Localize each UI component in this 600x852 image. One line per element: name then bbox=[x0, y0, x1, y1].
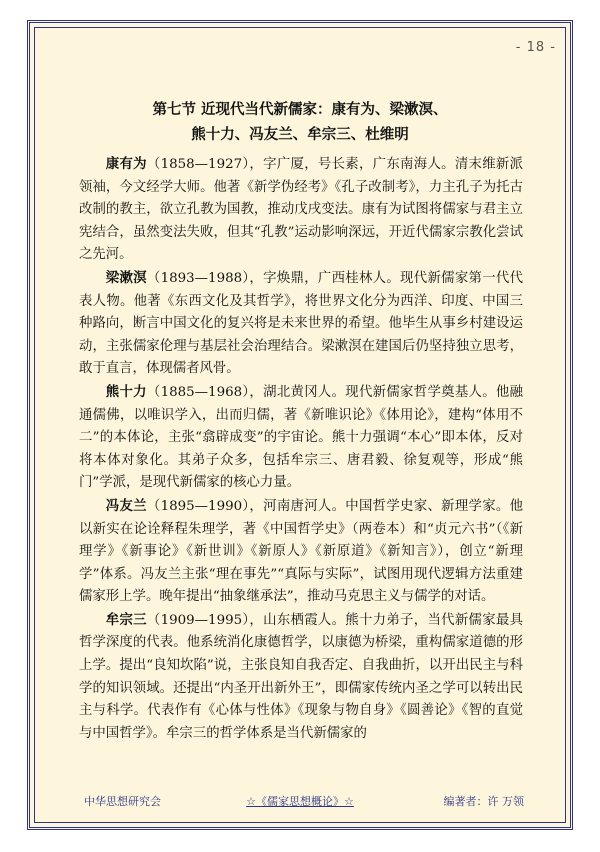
paragraph-xiong-shili bbox=[79, 381, 523, 495]
footer-book-title-link[interactable]: ☆《儒家思想概论》☆ bbox=[246, 795, 354, 808]
paragraph-text: （1858—1927），字广厦，号长素，广东南海人。清末维新派领袖，今文经学大师。他著《新学伪经考》《孔子改制考》，力主孔子为托古改制的教主，欲立孔教为国教，推动戊戌变法。康有为试图将儒家与君主立宪结合，虽然变法失败，但其“孔教”运动影响深远，开近代儒家宗教化尝试之先河。 bbox=[79, 157, 523, 263]
section-title-line-2: 熊十力、冯友兰、牟宗三、杜维明 bbox=[191, 127, 409, 143]
footer-author: 编著者：许 万领 bbox=[443, 795, 524, 808]
person-name: 冯友兰 bbox=[105, 497, 147, 514]
person-name: 梁漱溟 bbox=[105, 269, 147, 286]
body-text bbox=[79, 153, 523, 745]
section-title-line-1: 第七节 近现代当代新儒家：康有为、梁漱溟、 bbox=[152, 102, 448, 118]
footer-organization: 中华思想研究会 bbox=[84, 795, 161, 808]
person-name: 康有为 bbox=[105, 156, 147, 172]
paragraph-text: （1893—1988），字焕鼎，广西桂林人。现代新儒家第一代代表人物。他著《东西文化及其哲学》，将世界文化分为西洋、印度、中国三种路向，断言中国文化的复兴将是未来世界的希望。他毕生从事乡村建设运动，主张儒家伦理与基层社会治理结合。梁漱溟在建国后仍坚持独立思考，敢于直言，体现儒者风骨。 bbox=[79, 270, 523, 377]
paragraph-text: （1885—1968），湖北黄冈人。现代新儒家哲学奠基人。他融通儒佛，以唯识学入，出而归儒，著《新唯识论》《体用论》，建构“体用不二”的本体论，主张“翕辟成变”的宇宙论。熊十力强调“本心”即本体，反对将本体对象化。其弟子众多，包括牟宗三、唐君毅、徐复观等，形成“熊门”学派，是现代新儒家的核心力量。 bbox=[79, 384, 523, 491]
paragraph-liang-shuming bbox=[79, 267, 523, 381]
paragraph-kang-youwei bbox=[79, 153, 523, 267]
paragraph-feng-youlan bbox=[79, 495, 523, 609]
paragraph-text: （1909—1995），山东栖霞人。熊十力弟子，当代新儒家最具哲学深度的代表。他系统消化康德哲学，以康德为桥梁，重构儒家道德的形上学。提出“良知坎陷”说，主张良知自我否定、自我曲折，以开出民主与科学的知识领域。还提出“内圣开出新外王”，即儒家传统内圣之学可以转出民主与科学。代表作有《心体与性体》《现象与物自身》《圆善论》《智的直觉与中国哲学》。牟宗三的哲学体系是当代新儒家的 bbox=[79, 612, 523, 741]
person-name: 牟宗三 bbox=[105, 611, 147, 628]
person-name: 熊十力 bbox=[105, 383, 147, 400]
paragraph-text: （1895—1990），河南唐河人。中国哲学史家、新理学家。他以新实在论诠释程朱理学，著《中国哲学史》（两卷本）和“贞元六书”（《新理学》《新事论》《新世训》《新原人》《新原道》《新知言》），创立“新理学”体系。冯友兰主张“理在事先”“真际与实际”，试图用现代逻辑方法重建儒家形上学。晚年提出“抽象继承法”，推动马克思主义与儒学的对话。 bbox=[79, 498, 523, 605]
paragraph-mou-zongsan bbox=[79, 609, 523, 746]
page-number: - 18 - bbox=[515, 40, 556, 55]
